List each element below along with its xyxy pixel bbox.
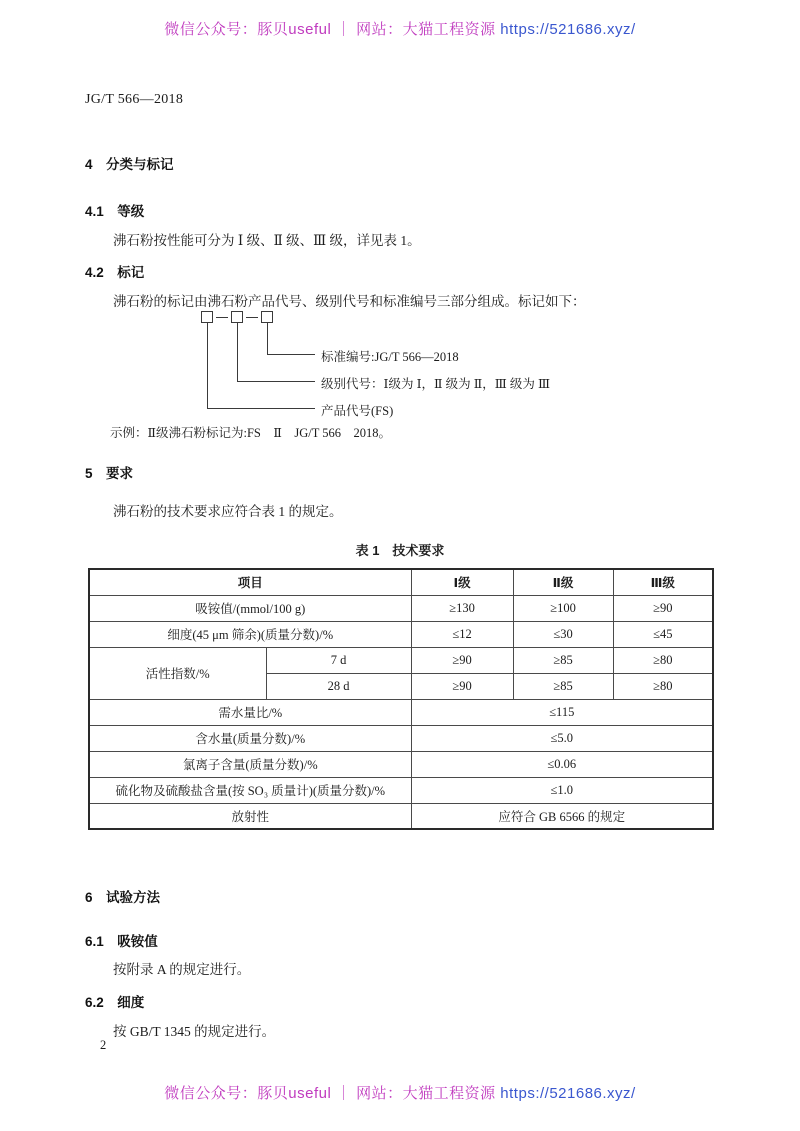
- table-header-grade2: Ⅱ级: [513, 569, 613, 595]
- cell-value: ≥90: [613, 595, 713, 621]
- connector-line-standard-v: [267, 323, 268, 354]
- section-6-2-heading: 6.2 细度: [85, 995, 145, 1010]
- row-label: 氯离子含量(质量分数)/%: [89, 751, 411, 777]
- table-row-ammonium: [89, 595, 713, 621]
- row-label: 含水量(质量分数)/%: [89, 725, 411, 751]
- table-header-grade1: Ⅰ级: [411, 569, 513, 595]
- table-header-item: 项目: [89, 569, 411, 595]
- row-label: 硫化物及硫酸盐含量(按 SO₃ 质量计)(质量分数)/%: [89, 777, 411, 803]
- marking-dash-1: [216, 317, 228, 318]
- table-row-activity-7d: [89, 647, 713, 673]
- watermark-top: [0, 18, 800, 39]
- cell-value: ≥85: [513, 673, 613, 699]
- cell-value: ≤30: [513, 621, 613, 647]
- row-label: 需水量比/%: [89, 699, 411, 725]
- cell-value: ≥85: [513, 647, 613, 673]
- watermark-url-link[interactable]: https://521686.xyz/: [500, 1085, 636, 1102]
- row-sub-label: 7 d: [266, 647, 411, 673]
- watermark-text: 微信公众号：豚贝useful ｜ 网站：大猫工程资源: [164, 1085, 501, 1102]
- cell-value: ≥90: [411, 673, 513, 699]
- marking-box-grade: [231, 311, 243, 323]
- diagram-label-standard: 标准编号:JG/T 566—2018: [321, 350, 459, 364]
- row-group-label: 活性指数/%: [89, 647, 266, 699]
- cell-span-value: 应符合 GB 6566 的规定: [411, 803, 713, 829]
- standard-number: JG/T 566—2018: [85, 92, 184, 107]
- cell-span-value: ≤1.0: [411, 777, 713, 803]
- cell-value: ≥80: [613, 647, 713, 673]
- table-row-chloride: [89, 751, 713, 777]
- watermark-bottom: [0, 1082, 800, 1103]
- section-4-heading: 4 分类与标记: [85, 157, 174, 172]
- table-row-radioactivity: [89, 803, 713, 829]
- cell-span-value: ≤0.06: [411, 751, 713, 777]
- cell-span-value: ≤5.0: [411, 725, 713, 751]
- section-6-1-paragraph: 按附录 A 的规定进行。: [113, 962, 251, 977]
- section-5-heading: 5 要求: [85, 466, 134, 481]
- diagram-label-grade: 级别代号：Ⅰ级为 Ⅰ，Ⅱ 级为 Ⅱ，Ⅲ 级为 Ⅲ: [321, 377, 551, 391]
- row-sub-label: 28 d: [266, 673, 411, 699]
- table-row-fineness: [89, 621, 713, 647]
- page-number: 2: [100, 1038, 107, 1052]
- cell-value: ≥80: [613, 673, 713, 699]
- section-6-heading: 6 试验方法: [85, 890, 161, 905]
- watermark-url-link[interactable]: https://521686.xyz/: [500, 21, 636, 38]
- section-5-paragraph: 沸石粉的技术要求应符合表 1 的规定。: [113, 504, 343, 519]
- connector-line-product-h: [207, 408, 315, 409]
- connector-line-grade-h: [237, 381, 315, 382]
- row-label: 吸铵值/(mmol/100 g): [89, 595, 411, 621]
- table-row-moisture: [89, 725, 713, 751]
- section-6-2-paragraph: 按 GB/T 1345 的规定进行。: [113, 1024, 276, 1039]
- marking-box-product: [201, 311, 213, 323]
- row-label: 细度(45 μm 筛余)(质量分数)/%: [89, 621, 411, 647]
- marking-dash-2: [246, 317, 258, 318]
- marking-example: 示例：Ⅱ级沸石粉标记为:FS Ⅱ JG/T 566 2018。: [110, 426, 392, 440]
- cell-value: ≤45: [613, 621, 713, 647]
- section-4-2-paragraph: 沸石粉的标记由沸石粉产品代号、级别代号和标准编号三部分组成。标记如下：: [113, 294, 586, 309]
- marking-diagram: [85, 308, 725, 453]
- connector-line-grade-v: [237, 323, 238, 381]
- section-4-2-heading: 4.2 标记: [85, 265, 145, 280]
- cell-value: ≤12: [411, 621, 513, 647]
- table-row-sulfide: [89, 777, 713, 803]
- connector-line-standard-h: [267, 354, 315, 355]
- table-title: 表 1 技术要求: [355, 543, 445, 558]
- marking-box-standard: [261, 311, 273, 323]
- connector-line-product-v: [207, 323, 208, 408]
- cell-value: ≥90: [411, 647, 513, 673]
- section-4-1-heading: 4.1 等级: [85, 204, 145, 219]
- table-header-row: [89, 569, 713, 595]
- row-label: 放射性: [89, 803, 411, 829]
- section-6-1-heading: 6.1 吸铵值: [85, 934, 158, 949]
- table-header-grade3: Ⅲ级: [613, 569, 713, 595]
- diagram-label-product: 产品代号(FS): [321, 404, 394, 418]
- table-row-water-demand: [89, 699, 713, 725]
- cell-value: ≥100: [513, 595, 613, 621]
- cell-span-value: ≤115: [411, 699, 713, 725]
- requirements-table: [88, 568, 714, 830]
- watermark-text: 微信公众号：豚贝useful ｜ 网站：大猫工程资源: [164, 21, 501, 38]
- section-4-1-paragraph: 沸石粉按性能可分为 Ⅰ 级、Ⅱ 级、Ⅲ 级，详见表 1。: [113, 233, 421, 248]
- cell-value: ≥130: [411, 595, 513, 621]
